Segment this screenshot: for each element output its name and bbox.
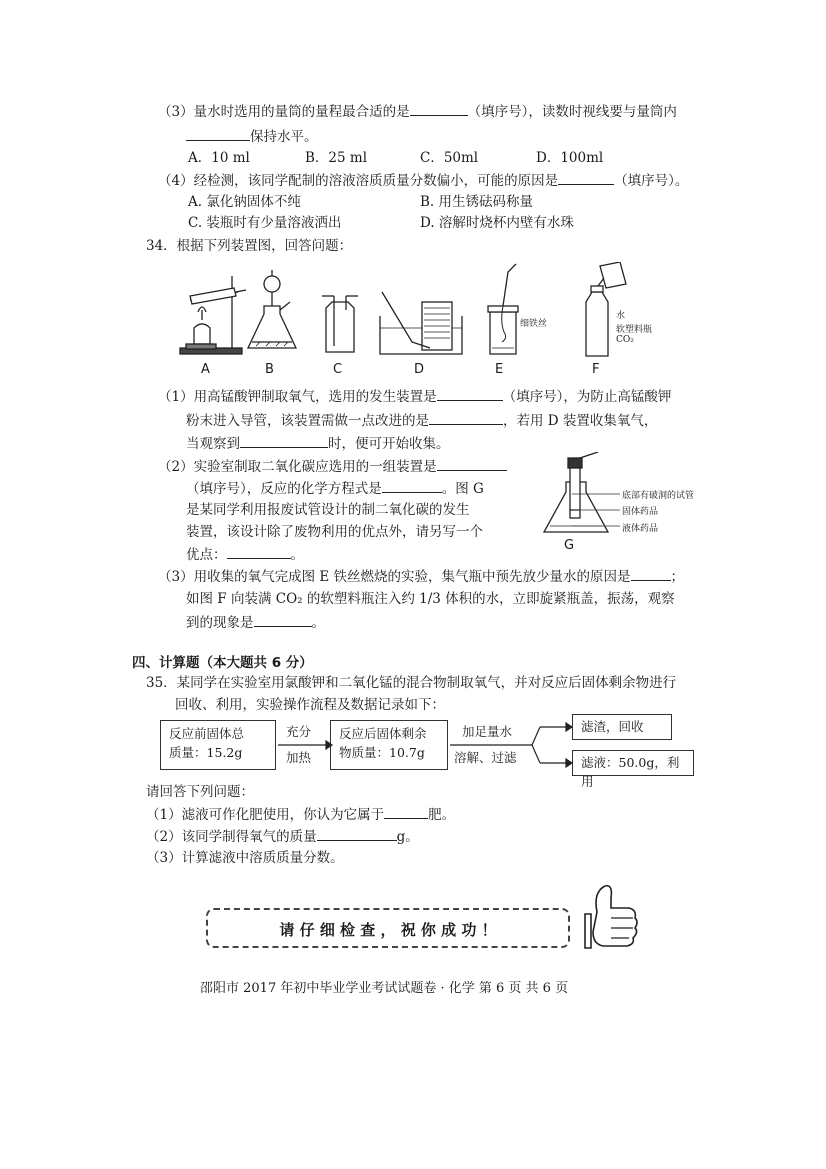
- apparatus-label-f: F: [592, 362, 600, 377]
- page-footer: 邵阳市 2017 年初中毕业学业考试试题卷 · 化学 第 6 页 共 6 页: [200, 981, 569, 996]
- q34-part1-line2: 粉末进入导管，该装置需做一点改进的是 ，若用 D 装置收集氧气，: [186, 410, 657, 431]
- q34-part1-line1: （1）用高锰酸钾制取氧气，选用的发生装置是 （填序号），为防止高锰酸钾: [158, 386, 671, 407]
- g-leader-lines: [568, 490, 628, 530]
- label-water: 水: [616, 311, 626, 321]
- flow-arrow2-bottom: 溶解、过滤: [454, 750, 517, 765]
- q34-part3-line1: （3）用收集的氧气完成图 E 铁丝燃烧的实验，集气瓶中预先放少量水的原因是 ；: [158, 566, 684, 587]
- answer-blank[interactable]: [410, 101, 468, 116]
- q34-part1-line3: 当观察到 时，便可开始收集。: [186, 433, 450, 454]
- flow-arrows: [276, 710, 596, 780]
- flow-arrow1-bottom: 加热: [286, 750, 312, 765]
- flow-box-after: 反应后固体剩余 物质量：10.7g: [330, 720, 448, 770]
- label-soft-bottle: 软塑料瓶: [616, 325, 653, 335]
- apparatus-label-e: E: [495, 362, 504, 377]
- q34-part2-line1: （2）实验室制取二氧化碳应选用的一组装置是: [158, 456, 507, 477]
- q34-part2-line4: 装置，该设计除了废物利用的优点外，请另写一个: [186, 524, 483, 540]
- apparatus-a: [180, 276, 246, 354]
- flow-box-before: 反应前固体总 质量：15.2g: [160, 720, 276, 770]
- q34-part2-line5: 优点： 。: [186, 544, 304, 565]
- q35-part1: （1）滤液可作化肥使用，你认为它属于 肥。: [146, 804, 455, 825]
- thumbs-up-icon: [583, 882, 643, 952]
- q35-stem-line2: 回收、利用，实验操作流程及数据记录如下：: [175, 697, 445, 713]
- q35-part2: （2）该同学制得氧气的质量 g。: [146, 826, 419, 847]
- apparatus-label-d: D: [414, 362, 425, 377]
- apparatus-c: [322, 296, 358, 352]
- q33-p4-option-c: C. 装瓶时有少量溶液洒出: [188, 215, 342, 231]
- q33-p4-option-a: A. 氯化钠固体不纯: [188, 194, 301, 210]
- q35-part3: （3）计算滤液中溶质质量分数。: [146, 850, 344, 866]
- flow-box-residue: 滤渣，回收: [572, 714, 672, 740]
- label-co2: CO₂: [616, 335, 634, 345]
- flow-arrow2-top: 加足量水: [462, 724, 513, 739]
- q33-part3-line1: （3）量水时选用的量筒的量程最合适的是 （填序号），读数时视线要与量筒内: [158, 101, 677, 122]
- answer-blank[interactable]: [227, 544, 291, 559]
- section-heading: 四、计算题（本大题共 6 分）: [132, 655, 313, 671]
- label-iron-wire: 细铁丝: [520, 319, 548, 329]
- q33-option-d: D．100ml: [536, 150, 604, 166]
- answer-blank[interactable]: [384, 804, 428, 819]
- q34-stem: 34．根据下列装置图，回答问题：: [146, 238, 353, 254]
- q35-stem-line1: 35．某同学在实验室用氯酸钾和二氧化锰的混合物制取氧气，并对反应后固体剩余物进行: [146, 675, 677, 691]
- answer-blank[interactable]: [254, 612, 312, 627]
- label-g-tube: 底部有破洞的试管: [622, 491, 695, 501]
- q34-part2-line2: （填序号），反应的化学方程式是 。图 G: [186, 478, 484, 499]
- banner-text: 请 仔 细 检 查 ， 祝 你 成 功 ！: [279, 921, 497, 939]
- q34-part3-line2: 如图 F 向装满 CO₂ 的软塑料瓶注入约 1/3 体积的水，立即旋紧瓶盖，振荡，观察: [186, 591, 675, 607]
- q34-part3-line3: 到的现象是 。: [186, 612, 325, 633]
- label-g-liquid: 液体药品: [622, 524, 659, 534]
- apparatus-d: [380, 292, 462, 354]
- apparatus-b: [248, 270, 296, 348]
- q34-part2-line3: 是某同学利用报废试管设计的制二氧化碳的发生: [186, 502, 470, 518]
- answer-blank[interactable]: [437, 456, 507, 471]
- apparatus-label-c: C: [333, 362, 343, 377]
- apparatus-label-b: B: [265, 362, 274, 377]
- apparatus-label-a: A: [201, 362, 210, 377]
- flow-box-filtrate: 滤液：50.0g，利用: [572, 750, 694, 776]
- apparatus-figure: [172, 262, 692, 382]
- answer-blank[interactable]: [558, 170, 614, 185]
- answer-blank[interactable]: [382, 478, 442, 493]
- answer-blank[interactable]: [186, 126, 250, 141]
- answer-blank[interactable]: [317, 826, 397, 841]
- answer-blank[interactable]: [437, 386, 503, 401]
- apparatus-label-g: G: [564, 538, 575, 553]
- q33-part3-line2: 保持水平。: [186, 126, 318, 147]
- q35-ask: 请回答下列问题：: [146, 784, 254, 800]
- q33-option-c: C．50ml: [420, 150, 479, 166]
- q33-part4-line1: （4）经检测，该同学配制的溶液溶质质量分数偏小，可能的原因是 （填序号）。: [158, 170, 688, 191]
- q33-option-a: A．10 ml: [188, 150, 250, 166]
- label-g-solid: 固体药品: [622, 507, 659, 517]
- flow-arrow1-top: 充分: [286, 724, 312, 739]
- q33-p4-option-b: B. 用生锈砝码称量: [420, 194, 534, 210]
- check-banner: [206, 908, 570, 948]
- answer-blank[interactable]: [240, 433, 328, 448]
- answer-blank[interactable]: [631, 566, 671, 581]
- q33-option-b: B．25 ml: [305, 150, 368, 166]
- q33-p4-option-d: D. 溶解时烧杯内壁有水珠: [420, 215, 574, 231]
- answer-blank[interactable]: [429, 410, 503, 425]
- apparatus-e: [488, 264, 518, 354]
